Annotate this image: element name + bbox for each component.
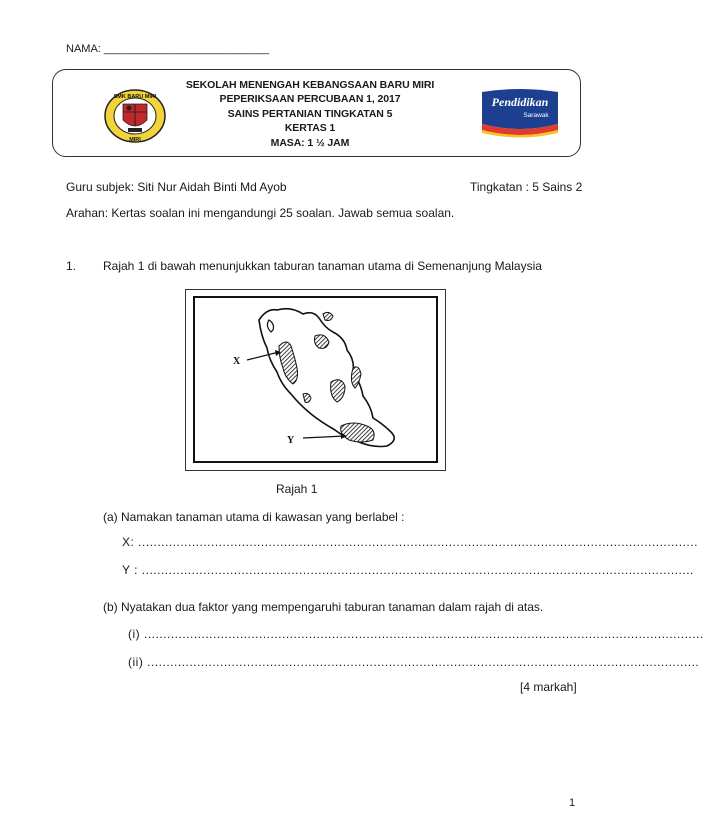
badge-title-text: Pendidikan: [491, 95, 549, 109]
marks-allocation: [4 markah]: [520, 680, 577, 694]
peninsula-outline: [259, 309, 394, 447]
part-a-question: (a) Namakan tanaman utama di kawasan yang berlabel :: [103, 510, 405, 524]
question-text: Rajah 1 di bawah menunjukkan taburan tanaman utama di Semenanjung Malaysia: [103, 259, 542, 273]
paper-number: KERTAS 1: [284, 122, 336, 135]
arrow-y: [303, 436, 345, 438]
seal-top-text: SMK BARU MIRI: [113, 94, 157, 100]
teacher-name: Guru subjek: Siti Nur Aidah Binti Md Ayob: [66, 180, 287, 194]
page-number: 1: [569, 797, 576, 809]
school-name: SEKOLAH MENENGAH KEBANGSAAN BARU MIRI: [185, 79, 435, 91]
instructions: Arahan: Kertas soalan ini mengandungi 25 soalan. Jawab semua soalan.: [66, 206, 455, 220]
subject-title: SAINS PERTANIAN TINGKATAN 5: [227, 107, 393, 120]
badge-subtitle-text: Sarawak: [523, 112, 549, 119]
class-form: Tingkatan : 5 Sains 2: [470, 180, 583, 194]
student-name-field[interactable]: NAMA: ___________________________: [66, 43, 270, 55]
question-number: 1.: [66, 259, 77, 273]
answer-line-y[interactable]: Y : ................................................................................................................................................: [122, 563, 694, 577]
figure-caption: Rajah 1: [276, 482, 318, 496]
exam-header-text: [150, 78, 470, 150]
part-b-question: (b) Nyatakan dua faktor yang mempengaruhi taburan tanaman dalam rajah di atas.: [103, 600, 544, 614]
answer-line-ii[interactable]: (ii) ................................................................................................................................................: [128, 655, 700, 669]
answer-line-i[interactable]: (i) ..................................................................................................................................................: [128, 627, 704, 641]
answer-line-x[interactable]: X: ..................................................................................................................................................: [122, 535, 698, 549]
peninsular-malaysia-map: [195, 298, 436, 461]
map-label-y: Y: [287, 435, 295, 446]
exam-duration: MASA: 1 ½ JAM: [270, 136, 350, 149]
seal-bottom-text: MIRI: [129, 137, 141, 143]
pendidikan-sarawak-logo-icon: [478, 84, 562, 138]
map-label-x: X: [233, 356, 241, 367]
exam-title: PEPERIKSAAN PERCUBAAN 1, 2017: [219, 93, 401, 106]
